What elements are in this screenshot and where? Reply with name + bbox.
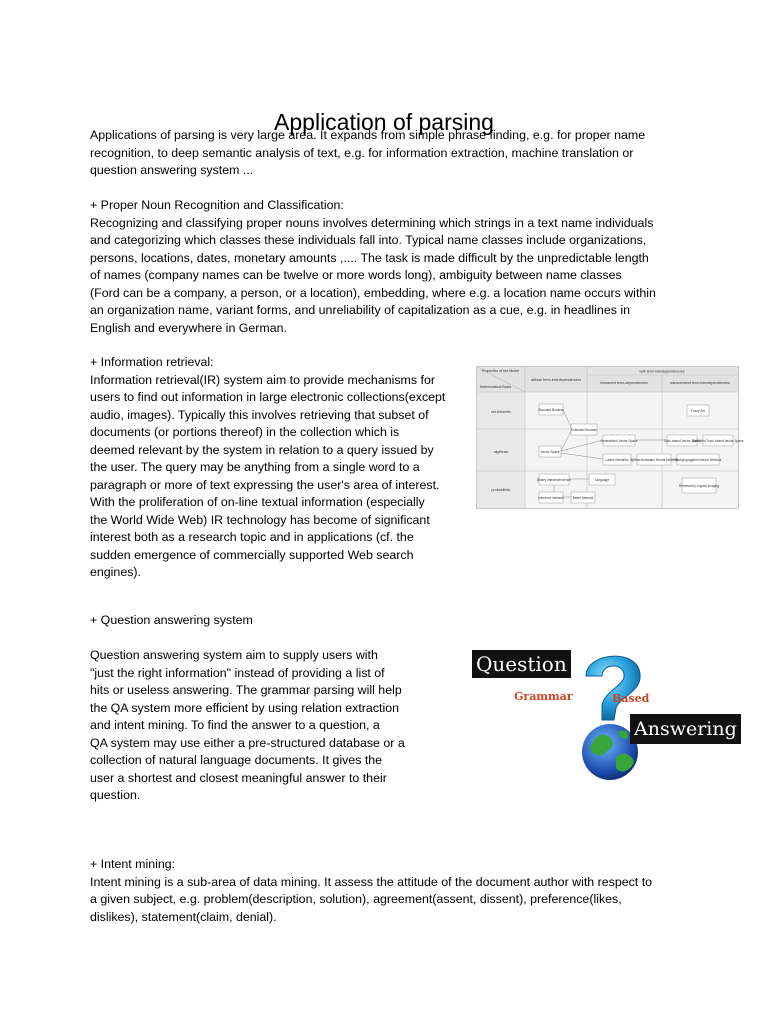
ir-line: With the proliferation of on-line textual information (especially xyxy=(90,495,425,509)
proper-noun-line: English and everywhere in German. xyxy=(90,320,287,335)
qa-line: the QA system more efficient by using relation extraction xyxy=(90,700,399,715)
qa-line: collection of natural language documents. It gives the xyxy=(90,753,383,767)
qa-line: "just the right information" instead of providing a list of xyxy=(90,665,385,680)
intent-line: a given subject, e.g. problem(description, solution), agreement(assent, dissent), preference(likes, xyxy=(90,892,622,906)
ir-node-backpropagation: Backpropagation Neural Network xyxy=(674,458,722,462)
ir-node-belief-network: Belief Network xyxy=(572,496,594,500)
ir-line: deemed relevant by the system in relation to a query issued by xyxy=(90,442,434,457)
ir-line: sudden emergence of commercially supported Web search xyxy=(90,547,414,562)
ir-node-lsi: Latent Semantic xyxy=(605,458,629,462)
ir-node-extended-boolean: Extended Boolean xyxy=(570,428,598,432)
qa-line: Question answering system aim to supply users with xyxy=(90,648,378,662)
ir-row-set-theoretic: set-theoretic xyxy=(491,410,511,414)
ir-node-spread-activation: Spread Activation Neural Network xyxy=(630,458,678,462)
ir-row-probabilistic: probabilistic xyxy=(491,488,511,492)
proper-noun-line: and categorizing which classes these individuals fall into. Typical name classes include organizations, xyxy=(90,233,647,247)
ir-col-immanent: immanent term-dependencies xyxy=(600,381,648,385)
ir-node-generalized-vs: Generalized Vector Space xyxy=(600,439,638,443)
ir-corner-top: Properties of the Model xyxy=(481,369,519,373)
intro-line-2: recognition, to deep semantic analysis of text, e.g. for information extraction, machine translation or xyxy=(90,145,634,160)
qa-line: QA system may use either a pre-structured database or a xyxy=(90,735,405,750)
ir-models-taxonomy-figure xyxy=(476,366,744,509)
qa-line: question. xyxy=(90,788,141,802)
page-title: Application of parsing xyxy=(274,109,494,136)
proper-noun-line: of names (company names can be twelve or more words long), ambiguity between name classes xyxy=(90,268,622,282)
intent-line: dislikes), statement(claim, denial). xyxy=(90,909,277,924)
qa-word-answering: Answering xyxy=(630,714,741,744)
ir-row-algebraic: algebraic xyxy=(493,450,509,454)
qa-line: hits or useless answering. The grammar parsing will help xyxy=(90,683,402,697)
section-heading-information-retrieval: + Information retrieval: xyxy=(90,355,214,369)
ir-node-topic-based: Topic-based Vector Space xyxy=(663,439,701,443)
section-heading-proper-noun: + Proper Noun Recognition and Classification: xyxy=(90,198,344,212)
ir-node-inference-network: Inference Network xyxy=(538,496,564,500)
ir-line: audio, images). Typically this involves retrieving that subset of xyxy=(90,407,429,422)
ir-node-standard-boolean: Standard Boolean xyxy=(538,408,564,412)
qa-line: user a shortest and closest meaningful answer to their xyxy=(90,770,387,785)
ir-line: the user. The query may be anything from a single word to a xyxy=(90,460,420,474)
proper-noun-line: Recognizing and classifying proper nouns involves determining which strings in a text name individuals xyxy=(90,215,654,230)
ir-line: Information retrieval(IR) system aim to provide mechanisms for xyxy=(90,372,435,387)
ir-node-balanced-topic: Balanced Topic-based Vector Space xyxy=(692,439,744,443)
ir-node-fuzzy-set: Fuzzy Set xyxy=(690,409,706,413)
ir-col-with: with term-interdependencies xyxy=(639,369,685,374)
ir-line: the World Wide Web) IR technology has become of significant xyxy=(90,512,430,527)
ir-node-vector-space: Vector Space xyxy=(540,450,560,454)
intent-line: Intent mining is a sub-area of data mining. It assess the attitude of the document author with respect to xyxy=(90,874,653,889)
ir-line: interest both as a research topic and in applications (cf. the xyxy=(90,530,414,544)
ir-col-transcendent: transcendent term-interdependencies xyxy=(670,381,730,385)
qa-illustration xyxy=(470,646,752,782)
qa-word-question: Question xyxy=(472,650,571,678)
ir-line: engines). xyxy=(90,565,141,579)
qa-word-based: Based xyxy=(612,692,650,705)
proper-noun-line: (Ford can be a company, a person, or a location), embedding, where e.g. a location name occurs within xyxy=(90,285,656,300)
ir-line: users to find out information in large electronic collections(except xyxy=(90,390,446,404)
ir-node-language: Language xyxy=(594,478,610,482)
ir-col-without: without term-interdependencies xyxy=(530,378,582,382)
section-heading-question-answering: + Question answering system xyxy=(90,613,253,627)
intro-line-1: Applications of parsing is very large area. It expands from simple phrase finding, e.g. for proper name xyxy=(90,128,646,142)
proper-noun-line: persons, locations, dates, monetary amounts ,.... The task is made difficult by the unpredictable length xyxy=(90,250,649,265)
ir-line: paragraph or more of text expressing the user's area of interest. xyxy=(90,477,440,492)
section-heading-intent-mining: + Intent mining: xyxy=(90,857,176,871)
proper-noun-line: an organization name, variant forms, and unreliability of capitalization as a cue, e.g. in headlines in xyxy=(90,303,630,317)
ir-node-retrieval-logical: Retrieval by Logical Imaging xyxy=(678,484,720,488)
intro-line-3: question answering system ... xyxy=(90,163,254,177)
ir-line: documents (or portions thereof) in the collection which is xyxy=(90,425,400,439)
ir-node-binary-interdependence: Binary Interdependence xyxy=(537,478,571,482)
qa-word-grammar: Grammar xyxy=(514,690,573,703)
qa-line: and intent mining. To find the answer to a question, a xyxy=(90,718,380,732)
ir-corner-bottom: Mathematical Basis xyxy=(480,385,512,389)
